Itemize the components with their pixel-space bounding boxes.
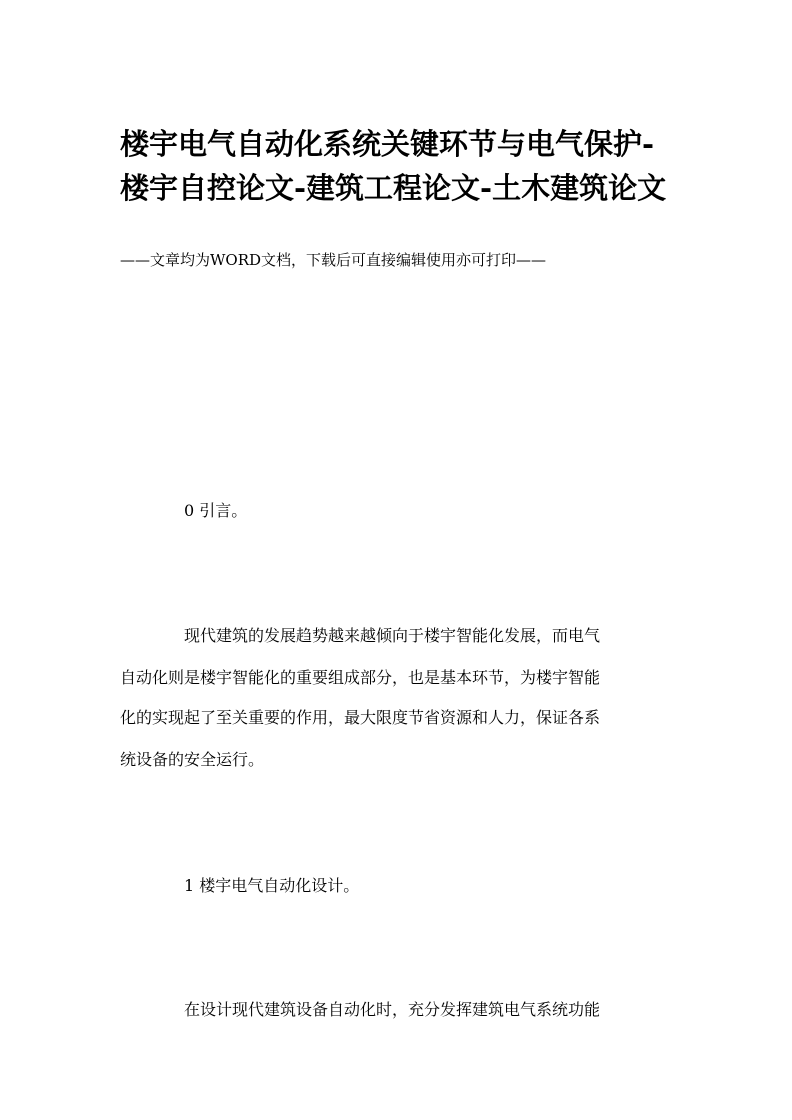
paragraph-line: 自动化则是楼宇智能化的重要组成部分，也是基本环节，为楼宇智能 [120,668,601,687]
paragraph-line: 统设备的安全运行。 [120,750,265,769]
title-line-1: 楼宇电气自动化系统关键环节与电气保护- [120,127,655,161]
document-title [120,122,680,210]
paragraph-line: 化的实现起了至关重要的作用，最大限度节省资源和人力，保证各系 [120,708,601,727]
paragraph-line: 在设计现代建筑设备自动化时，充分发挥建筑电气系统功能 [184,1000,601,1019]
document-subtitle: ——文章均为WORD文档，下载后可直接编辑使用亦可打印—— [120,251,547,269]
section-heading-design: 1 楼宇电气自动化设计。 [184,876,360,895]
paragraph-line: 现代建筑的发展趋势越来越倾向于楼宇智能化发展，而电气 [184,626,601,645]
title-line-2: 楼宇自控论文-建筑工程论文-土木建筑论文 [120,171,667,205]
section-heading-intro: 0 引言。 [184,501,248,520]
